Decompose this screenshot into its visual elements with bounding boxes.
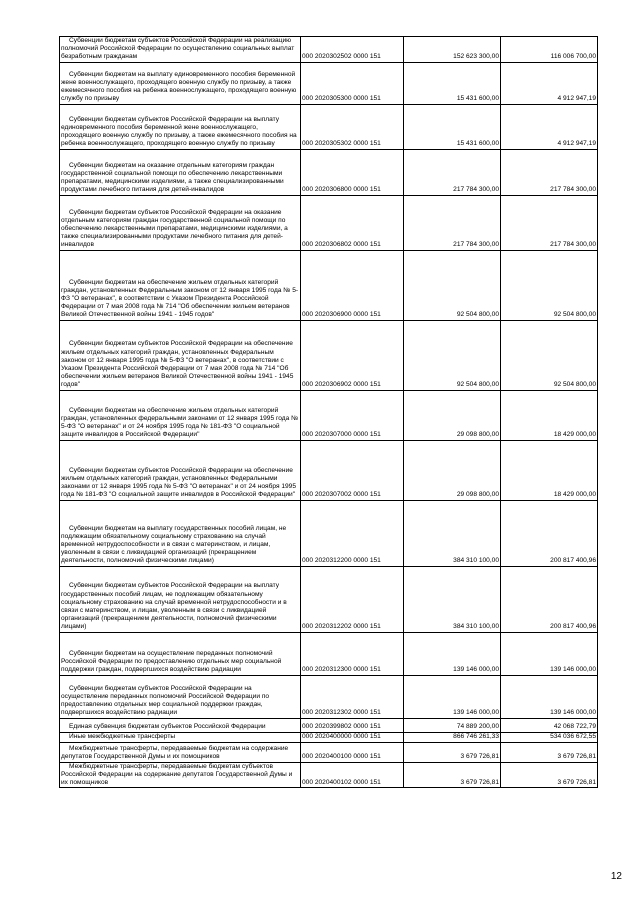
budget-table-body: [60, 37, 598, 788]
row-name: Субвенции бюджетам на обеспечение жильем отдельных категорий граждан, установленных Федеральным законом от 12 января 1995 года № 5-ФЗ "О ветеранах", в соответствии с Указом Президента Российской Федерации от 7 мая 2008 года № 714 "Об обеспечении жильем ветеранов Великой Отечественной войны 1941 - 1945 годов": [61, 278, 299, 319]
row-fact-amount: 4 912 947,19: [501, 104, 598, 149]
row-code: 000 2020312302 0000 151: [301, 675, 404, 718]
table-row: [60, 762, 598, 788]
row-code: 000 2020400100 0000 151: [301, 742, 404, 762]
table-row: [60, 675, 598, 718]
row-name-cell: [60, 762, 301, 788]
page-number: 12: [610, 871, 622, 882]
row-name-cell: [60, 718, 301, 732]
row-code: 000 2020400000 0000 151: [301, 732, 404, 742]
row-name: Субвенции бюджетам на осуществление переданных полномочий Российской Федерации по предоставлению отдельных мер социальной поддержки граждан, подвергшихся воздействию радиации: [61, 650, 282, 674]
row-name: Субвенции бюджетам субъектов Российской Федерации на обеспечение жильем отдельных категорий граждан, установленных Федеральным законом от 12 января 1995 года № 5-ФЗ "О ветеранах", в соответствии с Указом Президента Российской Федерации от 7 мая 2008 года № 714 "Об обеспечении жильем ветеранов Великой Отечественной войны 1941 - 1945 годов": [61, 340, 294, 389]
row-name: Субвенции бюджетам субъектов Российской Федерации на обеспечение жильем отдельных категорий граждан, установленных Федеральными законами от 12 января 1995 года № 5-ФЗ "О ветеранах" и от 24 ноября 1995 года № 181-ФЗ "О социальной защите инвалидов в Российской Федерации": [61, 466, 297, 499]
row-name-cell: [60, 37, 301, 63]
row-code: 000 2020307002 0000 151: [301, 440, 404, 500]
row-plan-amount: 384 310 100,00: [404, 500, 501, 566]
row-plan-amount: 139 146 000,00: [404, 675, 501, 718]
row-fact-amount: 217 784 300,00: [501, 195, 598, 250]
row-fact-amount: 200 817 400,96: [501, 500, 598, 566]
table-row: [60, 390, 598, 440]
row-name: Субвенции бюджетам субъектов Российской Федерации на оказание отдельным категориям граждан государственной социальной помощи по обеспечению лекарственными препаратами, медицинскими изделиями, а также специализированными продуктами лечебного питания для детей-инвалидов: [61, 208, 288, 249]
row-plan-amount: 29 098 800,00: [404, 390, 501, 440]
row-plan-amount: 3 679 726,81: [404, 742, 501, 762]
row-code: 000 2020305302 0000 151: [301, 104, 404, 149]
row-name: Субвенции бюджетам на выплату единовременного пособия беременной жене военнослужащего, проходящего военную службу по призыву, а также ежемесячного пособия на ребенка военнослужащего, проходящего военную службу по призыву: [61, 70, 297, 103]
row-fact-amount: 139 146 000,00: [501, 675, 598, 718]
row-code: 000 2020312300 0000 151: [301, 632, 404, 675]
row-plan-amount: 15 431 600,00: [404, 62, 501, 104]
row-plan-amount: 152 623 300,00: [404, 37, 501, 63]
table-row: [60, 320, 598, 390]
row-plan-amount: 217 784 300,00: [404, 195, 501, 250]
row-code: 000 2020312200 0000 151: [301, 500, 404, 566]
row-name-cell: [60, 632, 301, 675]
table-row: [60, 195, 598, 250]
row-name-cell: [60, 104, 301, 149]
table-row: [60, 104, 598, 149]
row-name-cell: [60, 440, 301, 500]
row-code: 000 2020306900 0000 151: [301, 250, 404, 320]
row-code: 000 2020306802 0000 151: [301, 195, 404, 250]
row-name: Субвенции бюджетам на обеспечение жильем отдельных категорий граждан, установленных федеральными законами от 12 января 1995 года № 5-ФЗ "О ветеранах" и от 24 ноября 1995 года № 181-ФЗ "О социальной защите инвалидов в Российской Федерации": [61, 406, 299, 439]
row-name-cell: [60, 566, 301, 632]
row-fact-amount: 217 784 300,00: [501, 149, 598, 195]
row-name: Субвенции бюджетам субъектов Российской Федерации на выплату единовременного пособия беременной жене военнослужащего, проходящего военную службу по призыву, а также ежемесячного пособия на ребенка военнослужащего, проходящего военную службу по призыву: [61, 115, 297, 148]
row-name-cell: [60, 195, 301, 250]
row-fact-amount: 200 817 400,96: [501, 566, 598, 632]
row-code: 000 2020305300 0000 151: [301, 62, 404, 104]
row-fact-amount: 3 679 726,81: [501, 742, 598, 762]
table-row: [60, 566, 598, 632]
table-row: [60, 149, 598, 195]
table-row: [60, 742, 598, 762]
row-name-cell: [60, 500, 301, 566]
row-fact-amount: 42 068 722,79: [501, 718, 598, 732]
row-fact-amount: 92 504 800,00: [501, 320, 598, 390]
row-plan-amount: 866 746 261,33: [404, 732, 501, 742]
row-plan-amount: 3 679 726,81: [404, 762, 501, 788]
row-fact-amount: 92 504 800,00: [501, 250, 598, 320]
row-name-cell: [60, 149, 301, 195]
row-name-cell: [60, 250, 301, 320]
row-fact-amount: 18 429 000,00: [501, 440, 598, 500]
table-row: [60, 250, 598, 320]
row-name: Субвенции бюджетам субъектов Российской Федерации на осуществление переданных полномочий Российской Федерации по предоставлению отдельных мер социальной поддержки граждан, подвергшихся воздействию радиации: [61, 684, 270, 717]
row-name: Иные межбюджетные трансферты: [69, 733, 176, 741]
row-fact-amount: 139 146 000,00: [501, 632, 598, 675]
row-code: 000 2020302502 0000 151: [301, 37, 404, 63]
row-name-cell: [60, 390, 301, 440]
row-name: Субвенции бюджетам на выплату государственных пособий лицам, не подлежащим обязательному социальному страхованию на случай временной нетрудоспособности и в связи с материнством, и лицам, уволенным в связи с ликвидацией организаций (прекращением деятельности, полномочий физическими лицами): [61, 524, 287, 565]
row-name: Межбюджетные трансферты, передаваемые бюджетам на содержание депутатов Государственной Думы и их помощников: [61, 745, 289, 761]
row-name: Субвенции бюджетам субъектов Российской Федерации на реализацию полномочий Российской Федерации по осуществлению социальных выплат безработным гражданам: [61, 37, 295, 61]
row-code: 000 2020312202 0000 151: [301, 566, 404, 632]
row-name-cell: [60, 732, 301, 742]
row-plan-amount: 139 146 000,00: [404, 632, 501, 675]
table-row: [60, 718, 598, 732]
row-name-cell: [60, 675, 301, 718]
row-name: Единая субвенция бюджетам субъектов Российской Федерации: [69, 723, 266, 731]
table-row: [60, 500, 598, 566]
row-name: Субвенции бюджетам на оказание отдельным категориям граждан государственной социальной помощи по обеспечению лекарственными препаратами, медицинскими изделиями, а также специализированными продуктами лечебного питания для детей-инвалидов: [61, 161, 284, 194]
row-name-cell: [60, 742, 301, 762]
row-plan-amount: 15 431 600,00: [404, 104, 501, 149]
budget-table: [59, 36, 598, 788]
table-row: [60, 62, 598, 104]
table-row: [60, 632, 598, 675]
row-plan-amount: 74 889 200,00: [404, 718, 501, 732]
row-fact-amount: 3 679 726,81: [501, 762, 598, 788]
budget-document: [59, 36, 597, 788]
row-fact-amount: 18 429 000,00: [501, 390, 598, 440]
row-fact-amount: 4 912 947,19: [501, 62, 598, 104]
table-row: [60, 440, 598, 500]
row-plan-amount: 384 310 100,00: [404, 566, 501, 632]
row-fact-amount: 116 006 700,00: [501, 37, 598, 63]
row-plan-amount: 92 504 800,00: [404, 250, 501, 320]
row-code: 000 2020400102 0000 151: [301, 762, 404, 788]
row-fact-amount: 534 036 672,55: [501, 732, 598, 742]
row-name-cell: [60, 320, 301, 390]
row-name-cell: [60, 62, 301, 104]
row-plan-amount: 29 098 800,00: [404, 440, 501, 500]
row-code: 000 2020306800 0000 151: [301, 149, 404, 195]
row-code: 000 2020399802 0000 151: [301, 718, 404, 732]
row-name: Субвенции бюджетам субъектов Российской Федерации на выплату государственных пособий лицам, не подлежащим обязательному социальному страхованию на случай временной нетрудоспособности и в связи с материнством, и лицам, уволенным в связи с ликвидацией организаций (прекращением деятельности, полномочий физическими лицами): [61, 582, 287, 631]
row-code: 000 2020306902 0000 151: [301, 320, 404, 390]
row-name: Межбюджетные трансферты, передаваемые бюджетам субъектов Российской Федерации на содержание депутатов Государственной Думы и их помощников: [61, 762, 293, 787]
table-row: [60, 37, 598, 63]
table-row: [60, 732, 598, 742]
row-code: 000 2020307000 0000 151: [301, 390, 404, 440]
row-plan-amount: 92 504 800,00: [404, 320, 501, 390]
row-plan-amount: 217 784 300,00: [404, 149, 501, 195]
